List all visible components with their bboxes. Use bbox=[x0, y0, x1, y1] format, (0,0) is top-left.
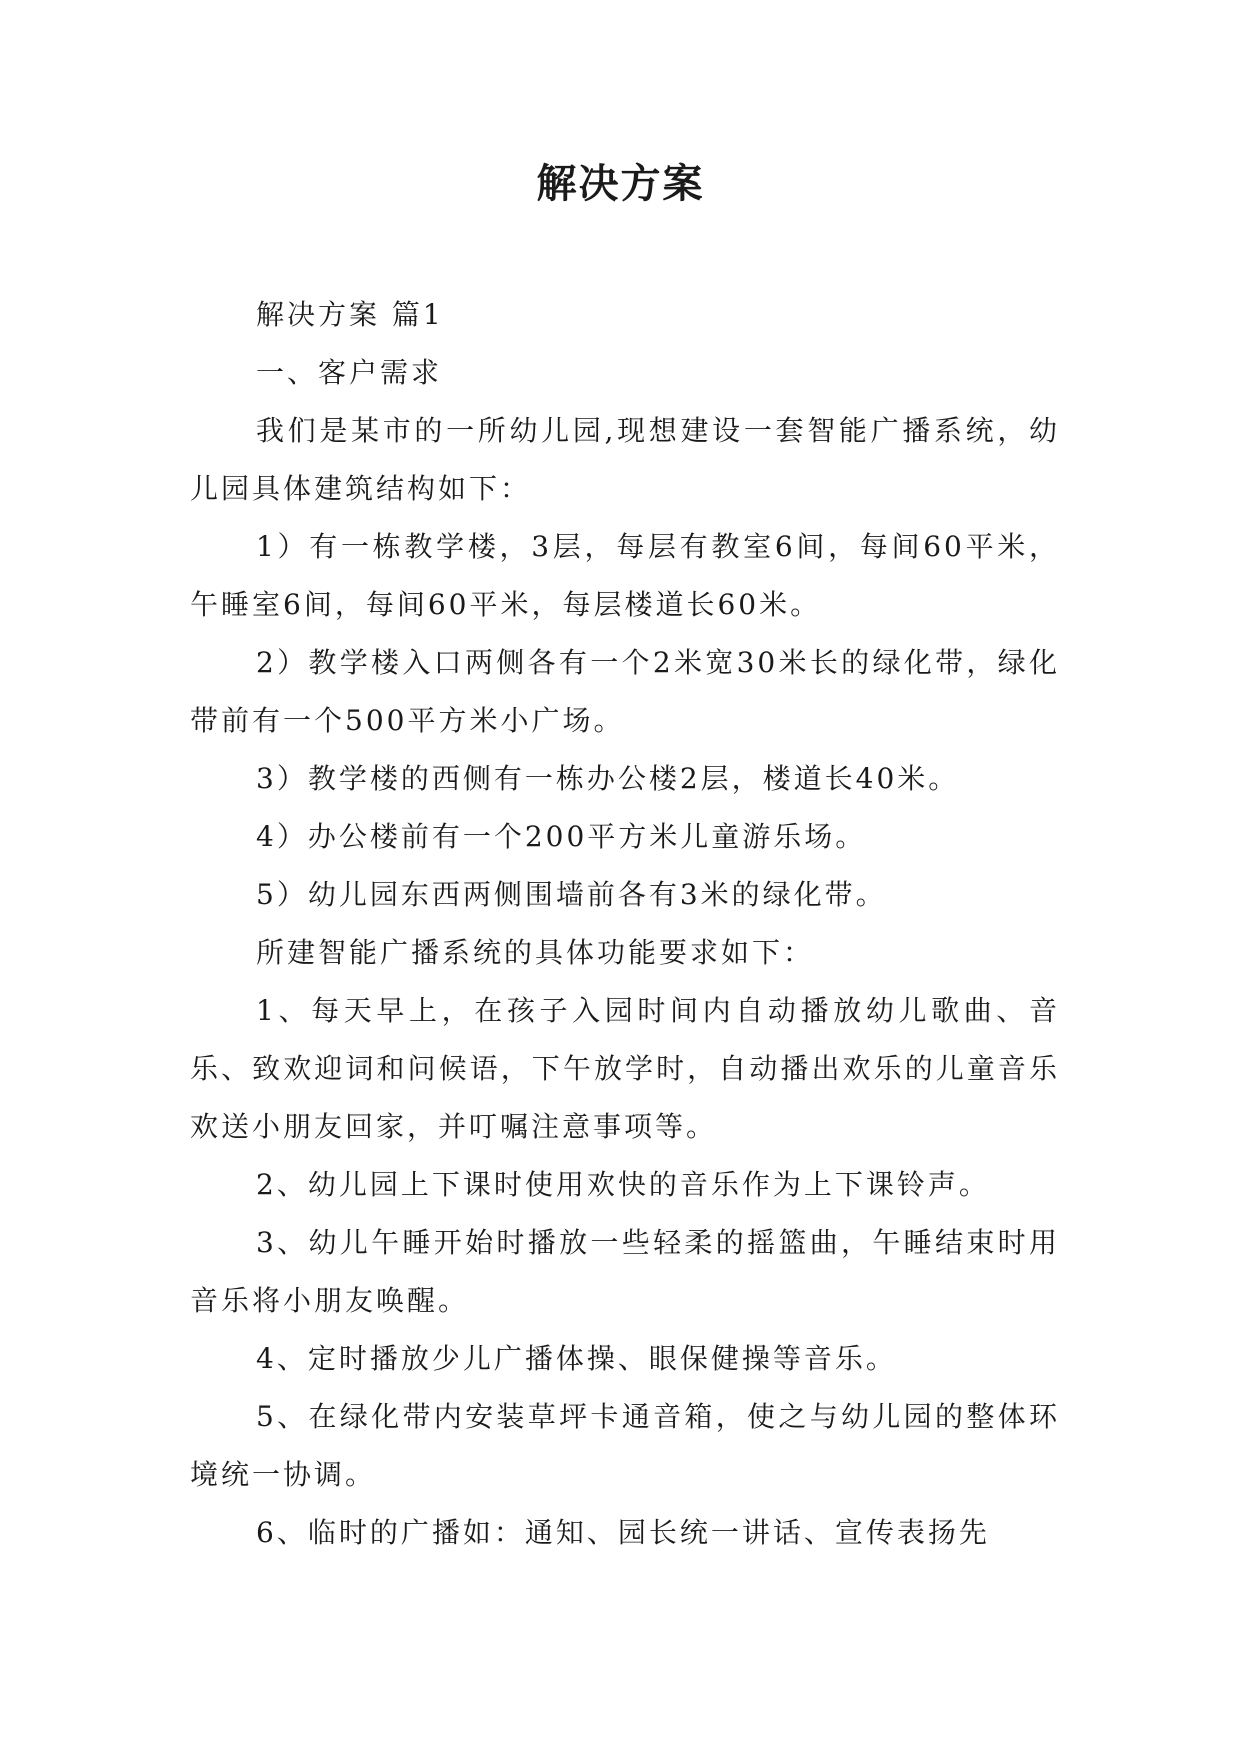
paragraph: 我们是某市的一所幼儿园,现想建设一套智能广播系统，幼儿园具体建筑结构如下： bbox=[190, 414, 1060, 505]
paragraph: 4）办公楼前有一个200平方米儿童游乐场。 bbox=[256, 820, 867, 853]
paragraph: 2）教学楼入口两侧各有一个2米宽30米长的绿化带，绿化带前有一个500平方米小广场。 bbox=[190, 646, 1060, 737]
paragraph: 4、定时播放少儿广播体操、眼保健操等音乐。 bbox=[256, 1342, 897, 1375]
paragraph: 5）幼儿园东西两侧围墙前各有3米的绿化带。 bbox=[256, 878, 887, 911]
section-heading: 解决方案 篇1 bbox=[256, 298, 444, 331]
document-body bbox=[190, 286, 1060, 1562]
paragraph: 6、临时的广播如：通知、园长统一讲话、宣传表扬先 bbox=[256, 1516, 990, 1549]
paragraph: 所建智能广播系统的具体功能要求如下： bbox=[256, 936, 815, 969]
paragraph: 3）教学楼的西侧有一栋办公楼2层，楼道长40米。 bbox=[256, 762, 960, 795]
subsection-heading: 一、客户需求 bbox=[256, 356, 443, 389]
paragraph: 1）有一栋教学楼，3层，每层有教室6间，每间60平米，午睡室6间，每间60平米，每层楼道长60米。 bbox=[190, 530, 1060, 621]
paragraph: 2、幼儿园上下课时使用欢快的音乐作为上下课铃声。 bbox=[256, 1168, 990, 1201]
paragraph: 5、在绿化带内安装草坪卡通音箱，使之与幼儿园的整体环境统一协调。 bbox=[190, 1400, 1060, 1491]
document-title: 解决方案 bbox=[536, 160, 705, 207]
paragraph: 1、每天早上，在孩子入园时间内自动播放幼儿歌曲、音乐、致欢迎词和问候语，下午放学时，自动播出欢乐的儿童音乐欢送小朋友回家，并叮嘱注意事项等。 bbox=[190, 994, 1060, 1143]
paragraph: 3、幼儿午睡开始时播放一些轻柔的摇篮曲，午睡结束时用音乐将小朋友唤醒。 bbox=[190, 1226, 1060, 1317]
